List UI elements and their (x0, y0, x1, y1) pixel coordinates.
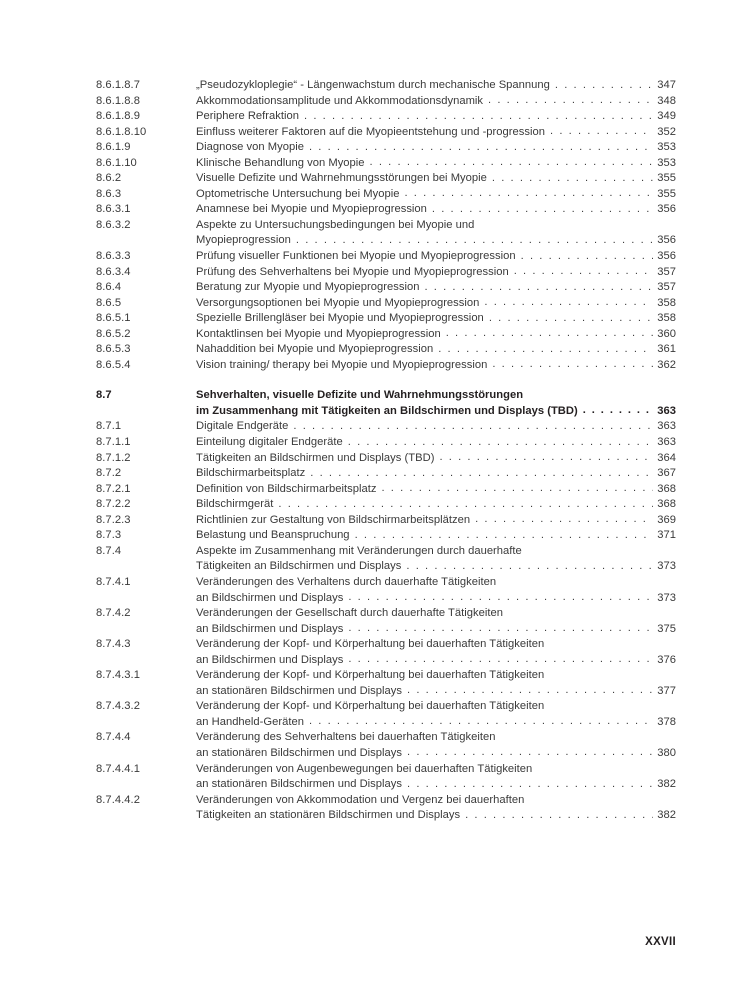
toc-entry-title-text: Einteilung digitaler Endgeräte (196, 436, 343, 449)
toc-entry-title-last-line (196, 715, 676, 731)
toc-entry-page-number: 348 (657, 94, 676, 107)
toc-entry[interactable] (96, 358, 676, 374)
toc-leader-dots (309, 140, 653, 156)
toc-entry-page-number: 368 (657, 498, 676, 511)
toc-entry-title-block (196, 78, 676, 94)
toc-entry-title-block (196, 296, 676, 312)
toc-entry-title-last-line (196, 249, 676, 265)
toc-entry-title-line (196, 762, 676, 778)
toc-leader-dots (293, 419, 653, 435)
toc-entry-title-block (196, 762, 676, 793)
toc-entry-title-block (196, 171, 676, 187)
toc-entry-title-last-line (196, 109, 676, 125)
toc-entry-page-number: 373 (657, 591, 676, 604)
toc-entry[interactable] (96, 342, 676, 358)
toc-leader-dots (488, 93, 653, 109)
toc-entry[interactable] (96, 544, 676, 575)
toc-entry-title-text: Aspekte zu Untersuchungsbedingungen bei Myopie und (196, 218, 475, 231)
toc-entry-title-block (196, 358, 676, 374)
toc-entry-page-number: 360 (657, 327, 676, 340)
toc-entry[interactable] (96, 466, 676, 482)
toc-list (96, 78, 676, 824)
toc-entry-title-line (196, 575, 676, 591)
toc-entry-page-number: 356 (657, 250, 676, 263)
toc-entry[interactable] (96, 327, 676, 343)
toc-entry-number: 8.7.2.2 (96, 498, 131, 511)
toc-entry-page-number: 353 (657, 141, 676, 154)
toc-entry-title-last-line (196, 622, 676, 638)
toc-entry-title-last-line (196, 280, 676, 296)
toc-entry[interactable] (96, 513, 676, 529)
toc-entry[interactable] (96, 94, 676, 110)
toc-entry-page-number: 368 (657, 482, 676, 495)
toc-entry-page-number: 352 (657, 125, 676, 138)
toc-entry-title-block (196, 637, 676, 668)
toc-entry[interactable] (96, 296, 676, 312)
toc-leader-dots (348, 621, 653, 637)
toc-entry-title-block (196, 187, 676, 203)
toc-entry-title-block (196, 125, 676, 141)
toc-entry-title-text: Tätigkeiten an Bildschirmen und Displays (196, 560, 402, 573)
toc-entry-title-block (196, 342, 676, 358)
toc-entry-title-block (196, 513, 676, 529)
toc-entry-title-last-line (196, 777, 676, 793)
toc-leader-dots (432, 202, 653, 218)
toc-entry-page-number: 364 (657, 451, 676, 464)
toc-entry-title-last-line (196, 202, 676, 218)
toc-entry-title-text: Definition von Bildschirmarbeitsplatz (196, 482, 377, 495)
toc-entry-title-last-line (196, 296, 676, 312)
toc-entry-title-block (196, 668, 676, 699)
toc-entry-title-text: Bildschirmarbeitsplatz (196, 467, 306, 480)
toc-entry-title-last-line (196, 187, 676, 203)
toc-leader-dots (407, 683, 653, 699)
toc-entry-number: 8.7.4.1 (96, 575, 131, 588)
toc-leader-dots (514, 264, 653, 280)
toc-entry-title-last-line (196, 78, 676, 94)
toc-entry-title-line (196, 668, 676, 684)
toc-entry-number: 8.6.5.3 (96, 343, 131, 356)
toc-entry-number: 8.7.2 (96, 467, 122, 480)
toc-entry-title-block (196, 730, 676, 761)
toc-entry-title-text: Versorgungsoptionen bei Myopie und Myopieprogression (196, 296, 480, 309)
toc-leader-dots (407, 745, 653, 761)
toc-entry-number: 8.7.1 (96, 420, 122, 433)
toc-entry-title-last-line (196, 419, 676, 435)
toc-entry-number: 8.7.2.3 (96, 513, 131, 526)
toc-entry-title-text: Optometrische Untersuchung bei Myopie (196, 187, 400, 200)
toc-entry[interactable] (96, 187, 676, 203)
toc-entry[interactable] (96, 793, 676, 824)
toc-leader-dots (355, 528, 653, 544)
toc-entry-title-block (196, 544, 676, 575)
toc-entry-title-last-line (196, 513, 676, 529)
toc-entry-title-text: Prüfung visueller Funktionen bei Myopie und Myopieprogression (196, 250, 516, 263)
toc-entry-title-text: Myopieprogression (196, 234, 291, 247)
toc-entry-title-block (196, 606, 676, 637)
toc-entry-title-last-line (196, 684, 676, 700)
toc-entry-title-last-line (196, 327, 676, 343)
toc-entry-page-number: 373 (657, 560, 676, 573)
toc-entry-title-text: Kontaktlinsen bei Myopie und Myopieprogression (196, 327, 441, 340)
toc-entry-title-last-line (196, 559, 676, 575)
toc-entry-title-text: an Bildschirmen und Displays (196, 653, 344, 666)
toc-entry-title-last-line (196, 140, 676, 156)
toc-entry-number: 8.7.1.1 (96, 436, 131, 449)
toc-entry[interactable] (96, 637, 676, 668)
toc-entry-title-last-line (196, 451, 676, 467)
toc-entry-title-text: an stationären Bildschirmen und Displays (196, 778, 403, 791)
toc-leader-dots (406, 559, 653, 575)
toc-entry-title-text: Akkommodationsamplitude und Akkommodationsdynamik (196, 94, 484, 107)
toc-entry-page-number: 349 (657, 110, 676, 123)
toc-entry[interactable] (96, 482, 676, 498)
toc-entry-title-last-line (196, 171, 676, 187)
toc-entry-title-last-line (196, 435, 676, 451)
toc-entry-number: 8.6.3.3 (96, 250, 131, 263)
toc-entry-number: 8.6.1.8.9 (96, 110, 140, 123)
toc-entry[interactable] (96, 78, 676, 94)
toc-entry-title-last-line (196, 265, 676, 281)
toc-leader-dots (424, 280, 653, 296)
toc-leader-dots (550, 124, 653, 140)
toc-entry-page-number: 361 (657, 343, 676, 356)
toc-entry-title-block (196, 482, 676, 498)
toc-entry-title-last-line (196, 233, 676, 249)
toc-entry-title-text: Diagnose von Myopie (196, 141, 304, 154)
toc-entry-title-last-line (196, 653, 676, 669)
toc-entry-title-last-line (196, 342, 676, 358)
toc-entry-title-text: an Bildschirmen und Displays (196, 591, 344, 604)
toc-entry-number: 8.7.4.2 (96, 607, 131, 620)
toc-entry-title-text: Einfluss weiterer Faktoren auf die Myopieentstehung und -progression (196, 125, 545, 138)
toc-entry-title-block (196, 94, 676, 110)
toc-leader-dots (370, 155, 653, 171)
toc-leader-dots (381, 481, 653, 497)
toc-entry-title-block (196, 249, 676, 265)
toc-entry-title-block (196, 280, 676, 296)
toc-entry-title-last-line (196, 497, 676, 513)
toc-entry[interactable] (96, 699, 676, 730)
toc-entry-title-block (196, 466, 676, 482)
toc-entry[interactable] (96, 156, 676, 172)
toc-leader-dots (555, 78, 653, 94)
toc-entry-number: 8.7.4.4 (96, 731, 131, 744)
toc-entry-title-block (196, 311, 676, 327)
toc-entry-number: 8.6.3.2 (96, 218, 131, 231)
toc-entry-title-line (196, 606, 676, 622)
toc-entry-title-text: Visuelle Defizite und Wahrnehmungsstörungen bei Myopie (196, 172, 487, 185)
toc-entry-page-number: 357 (657, 281, 676, 294)
toc-entry-title-line (196, 730, 676, 746)
toc-leader-dots (484, 295, 653, 311)
toc-entry[interactable] (96, 265, 676, 281)
toc-entry[interactable] (96, 730, 676, 761)
toc-entry[interactable] (96, 280, 676, 296)
toc-entry-page-number: 362 (657, 358, 676, 371)
toc-entry-title-block (196, 451, 676, 467)
toc-entry-title-line (196, 218, 676, 234)
toc-entry-number: 8.6.5.2 (96, 327, 131, 340)
toc-entry-number: 8.6.3.4 (96, 265, 131, 278)
toc-entry-title-block (196, 265, 676, 281)
toc-entry[interactable] (96, 497, 676, 513)
toc-entry-title-text: Periphere Refraktion (196, 110, 300, 123)
toc-entry-title-block (196, 793, 676, 824)
toc-entry-title-last-line (196, 808, 676, 824)
toc-entry-page-number: 377 (657, 684, 676, 697)
toc-entry[interactable] (96, 202, 676, 218)
toc-entry-number: 8.7.4.3 (96, 638, 131, 651)
toc-entry-page-number: 355 (657, 172, 676, 185)
toc-leader-dots (492, 357, 653, 373)
toc-entry-title-line (196, 637, 676, 653)
toc-leader-dots (439, 450, 653, 466)
toc-entry-title-text: Digitale Endgeräte (196, 420, 289, 433)
toc-entry-title-last-line (196, 94, 676, 110)
toc-entry-title-last-line (196, 125, 676, 141)
toc-entry-title-last-line (196, 746, 676, 762)
toc-leader-dots (407, 777, 653, 793)
toc-entry-title-block (196, 109, 676, 125)
toc-entry-title-text: Vision training/ therapy bei Myopie und Myopieprogression (196, 358, 488, 371)
toc-leader-dots (278, 497, 653, 513)
toc-entry[interactable] (96, 435, 676, 451)
toc-entry-title-text: Beratung zur Myopie und Myopieprogression (196, 281, 420, 294)
toc-entry-number: 8.7.2.1 (96, 482, 131, 495)
toc-entry-title-text: Bildschirmgerät (196, 498, 274, 511)
toc-entry-title-last-line (196, 528, 676, 544)
toc-entry-title-block (196, 327, 676, 343)
toc-leader-dots (465, 808, 653, 824)
toc-entry-title-block (196, 528, 676, 544)
toc-entry-number: 8.6.1.8.8 (96, 94, 140, 107)
toc-leader-dots (489, 311, 653, 327)
toc-entry-title-line (196, 793, 676, 809)
toc-entry-number: 8.6.4 (96, 281, 122, 294)
toc-entry-title-block (196, 218, 676, 249)
toc-entry-page-number: 355 (657, 187, 676, 200)
toc-entry[interactable] (96, 419, 676, 435)
toc-entry-title-block (196, 497, 676, 513)
toc-entry-title-block (196, 202, 676, 218)
toc-entry-title-text: Veränderung des Sehverhaltens bei dauerhaften Tätigkeiten (196, 731, 496, 744)
toc-entry-title-block (196, 419, 676, 435)
toc-leader-dots (348, 590, 653, 606)
toc-entry-page-number: 382 (657, 809, 676, 822)
toc-entry-title-text: Tätigkeiten an Bildschirmen und Displays (TBD) (196, 451, 435, 464)
toc-entry[interactable] (96, 528, 676, 544)
toc-entry-title-text: Veränderungen des Verhaltens durch dauerhafte Tätigkeiten (196, 575, 497, 588)
toc-entry-page-number: 382 (657, 778, 676, 791)
toc-leader-dots (446, 326, 653, 342)
toc-entry-number: 8.7.4.4.2 (96, 793, 140, 806)
toc-entry-number: 8.6.3 (96, 187, 122, 200)
toc-entry-title-text: Anamnese bei Myopie und Myopieprogression (196, 203, 427, 216)
toc-entry-title-last-line (196, 482, 676, 498)
toc-entry-page-number: 375 (657, 622, 676, 635)
toc-entry[interactable] (96, 218, 676, 249)
toc-leader-dots (310, 466, 653, 482)
toc-entry-title-last-line (196, 156, 676, 172)
page-folio: XXVII (645, 936, 676, 948)
toc-entry-title-text: an stationären Bildschirmen und Displays (196, 746, 403, 759)
toc-entry-title-text: Veränderung der Kopf- und Körperhaltung bei dauerhaften Tätigkeiten (196, 638, 545, 651)
toc-entry-title-last-line (196, 311, 676, 327)
toc-entry-page-number: 371 (657, 529, 676, 542)
toc-entry-page-number: 363 (657, 436, 676, 449)
toc-entry-title-line (196, 388, 676, 404)
toc-leader-dots (492, 171, 653, 187)
toc-entry[interactable] (96, 606, 676, 637)
toc-entry-title-text: Veränderung der Kopf- und Körperhaltung bei dauerhaften Tätigkeiten (196, 700, 545, 713)
toc-entry-number: 8.7.1.2 (96, 451, 131, 464)
toc-entry[interactable] (96, 575, 676, 606)
toc-entry-number: 8.6.2 (96, 172, 122, 185)
toc-entry-number: 8.6.5.1 (96, 312, 131, 325)
toc-leader-dots (348, 435, 653, 451)
toc-entry-page-number: 363 (657, 420, 676, 433)
toc-entry[interactable] (96, 249, 676, 265)
toc-entry-title-text: Prüfung des Sehverhaltens bei Myopie und Myopieprogression (196, 265, 509, 278)
toc-entry-title-block (196, 140, 676, 156)
toc-leader-dots (296, 233, 653, 249)
toc-entry[interactable] (96, 668, 676, 699)
toc-entry-title-block (196, 699, 676, 730)
toc-entry-title-text: Veränderungen der Gesellschaft durch dauerhafte Tätigkeiten (196, 607, 503, 620)
toc-entry-title-block (196, 388, 676, 419)
toc-entry-title-text: Sehverhalten, visuelle Defizite und Wahrnehmungsstörungen (196, 389, 524, 402)
toc-entry[interactable] (96, 140, 676, 156)
toc-entry-page-number: 376 (657, 653, 676, 666)
toc-entry-title-text: Aspekte im Zusammenhang mit Veränderungen durch dauerhafte (196, 544, 522, 557)
toc-entry-title-line (196, 699, 676, 715)
toc-entry-title-text: im Zusammenhang mit Tätigkeiten an Bildschirmen und Displays (TBD) (196, 404, 578, 417)
toc-entry[interactable] (96, 125, 676, 141)
toc-entry-page-number: 356 (657, 234, 676, 247)
toc-entry-title-text: Tätigkeiten an stationären Bildschirmen und Displays (196, 809, 461, 822)
toc-leader-dots (404, 186, 653, 202)
toc-entry-title-text: Veränderungen von Akkommodation und Vergenz bei dauerhaften (196, 793, 525, 806)
toc-entry-title-text: Belastung und Beanspruchung (196, 529, 350, 542)
toc-entry-page-number: 356 (657, 203, 676, 216)
toc-entry-number: 8.6.1.9 (96, 141, 131, 154)
toc-leader-dots (309, 714, 653, 730)
toc-entry-page-number: 358 (657, 312, 676, 325)
toc-entry-title-text: Nahaddition bei Myopie und Myopieprogression (196, 343, 434, 356)
toc-entry-page-number: 369 (657, 513, 676, 526)
toc-entry[interactable] (96, 171, 676, 187)
toc-entry-title-last-line (196, 591, 676, 607)
toc-entry-number: 8.7.4.3.1 (96, 669, 140, 682)
toc-leader-dots (521, 249, 653, 265)
toc-entry-title-last-line (196, 358, 676, 374)
toc-leader-dots (583, 403, 653, 419)
toc-entry-page-number: 380 (657, 746, 676, 759)
toc-entry-title-text: an stationären Bildschirmen und Displays (196, 684, 403, 697)
toc-entry-title-text: an Handheld-Geräten (196, 715, 304, 728)
toc-entry-title-text: Klinische Behandlung von Myopie (196, 156, 365, 169)
toc-entry-number: 8.6.1.8.7 (96, 79, 140, 91)
toc-entry[interactable] (96, 762, 676, 793)
toc-entry-title-last-line (196, 466, 676, 482)
toc-entry-page-number: 347 (657, 79, 676, 91)
toc-entry-page-number: 353 (657, 156, 676, 169)
toc-leader-dots (438, 342, 653, 358)
toc-entry-title-text: „Pseudozykloplegie“ - Längenwachstum durch mechanische Spannung (196, 79, 550, 91)
toc-entry-number: 8.6.5.4 (96, 358, 131, 371)
toc-entry-title-text: an Bildschirmen und Displays (196, 622, 344, 635)
toc-entry-title-block (196, 575, 676, 606)
toc-entry-title-text: Veränderung der Kopf- und Körperhaltung bei dauerhaften Tätigkeiten (196, 669, 545, 682)
toc-entry-title-block (196, 156, 676, 172)
toc-entry-number: 8.7.4.4.1 (96, 762, 140, 775)
toc-entry[interactable] (96, 109, 676, 125)
toc-entry-number: 8.6.1.8.10 (96, 125, 147, 138)
toc-entry-page-number: 357 (657, 265, 676, 278)
toc-entry-title-text: Richtlinien zur Gestaltung von Bildschirmarbeitsplätzen (196, 513, 471, 526)
toc-entry-title-text: Veränderungen von Augenbewegungen bei dauerhaften Tätigkeiten (196, 762, 533, 775)
toc-entry-page-number: 367 (657, 467, 676, 480)
toc-leader-dots (475, 512, 653, 528)
toc-leader-dots (348, 652, 653, 668)
toc-entry-number: 8.7.4.3.2 (96, 700, 140, 713)
toc-leader-dots (304, 109, 653, 125)
toc-entry-title-text: Spezielle Brillengläser bei Myopie und Myopieprogression (196, 312, 484, 325)
toc-entry-page-number: 378 (657, 715, 676, 728)
toc-entry-number: 8.6.5 (96, 296, 122, 309)
toc-entry-number: 8.7.4 (96, 544, 122, 557)
toc-entry-page-number: 358 (657, 296, 676, 309)
toc-entry[interactable] (96, 451, 676, 467)
toc-entry-page-number: 363 (657, 404, 676, 417)
toc-entry-number: 8.7.3 (96, 529, 122, 542)
toc-entry-title-last-line (196, 404, 676, 420)
toc-entry-number: 8.7 (96, 389, 112, 402)
toc-entry-title-block (196, 435, 676, 451)
toc-entry[interactable] (96, 311, 676, 327)
toc-entry-number: 8.6.1.10 (96, 156, 137, 169)
toc-entry-number: 8.6.3.1 (96, 203, 131, 216)
toc-entry-title-line (196, 544, 676, 560)
toc-entry[interactable] (96, 388, 676, 419)
